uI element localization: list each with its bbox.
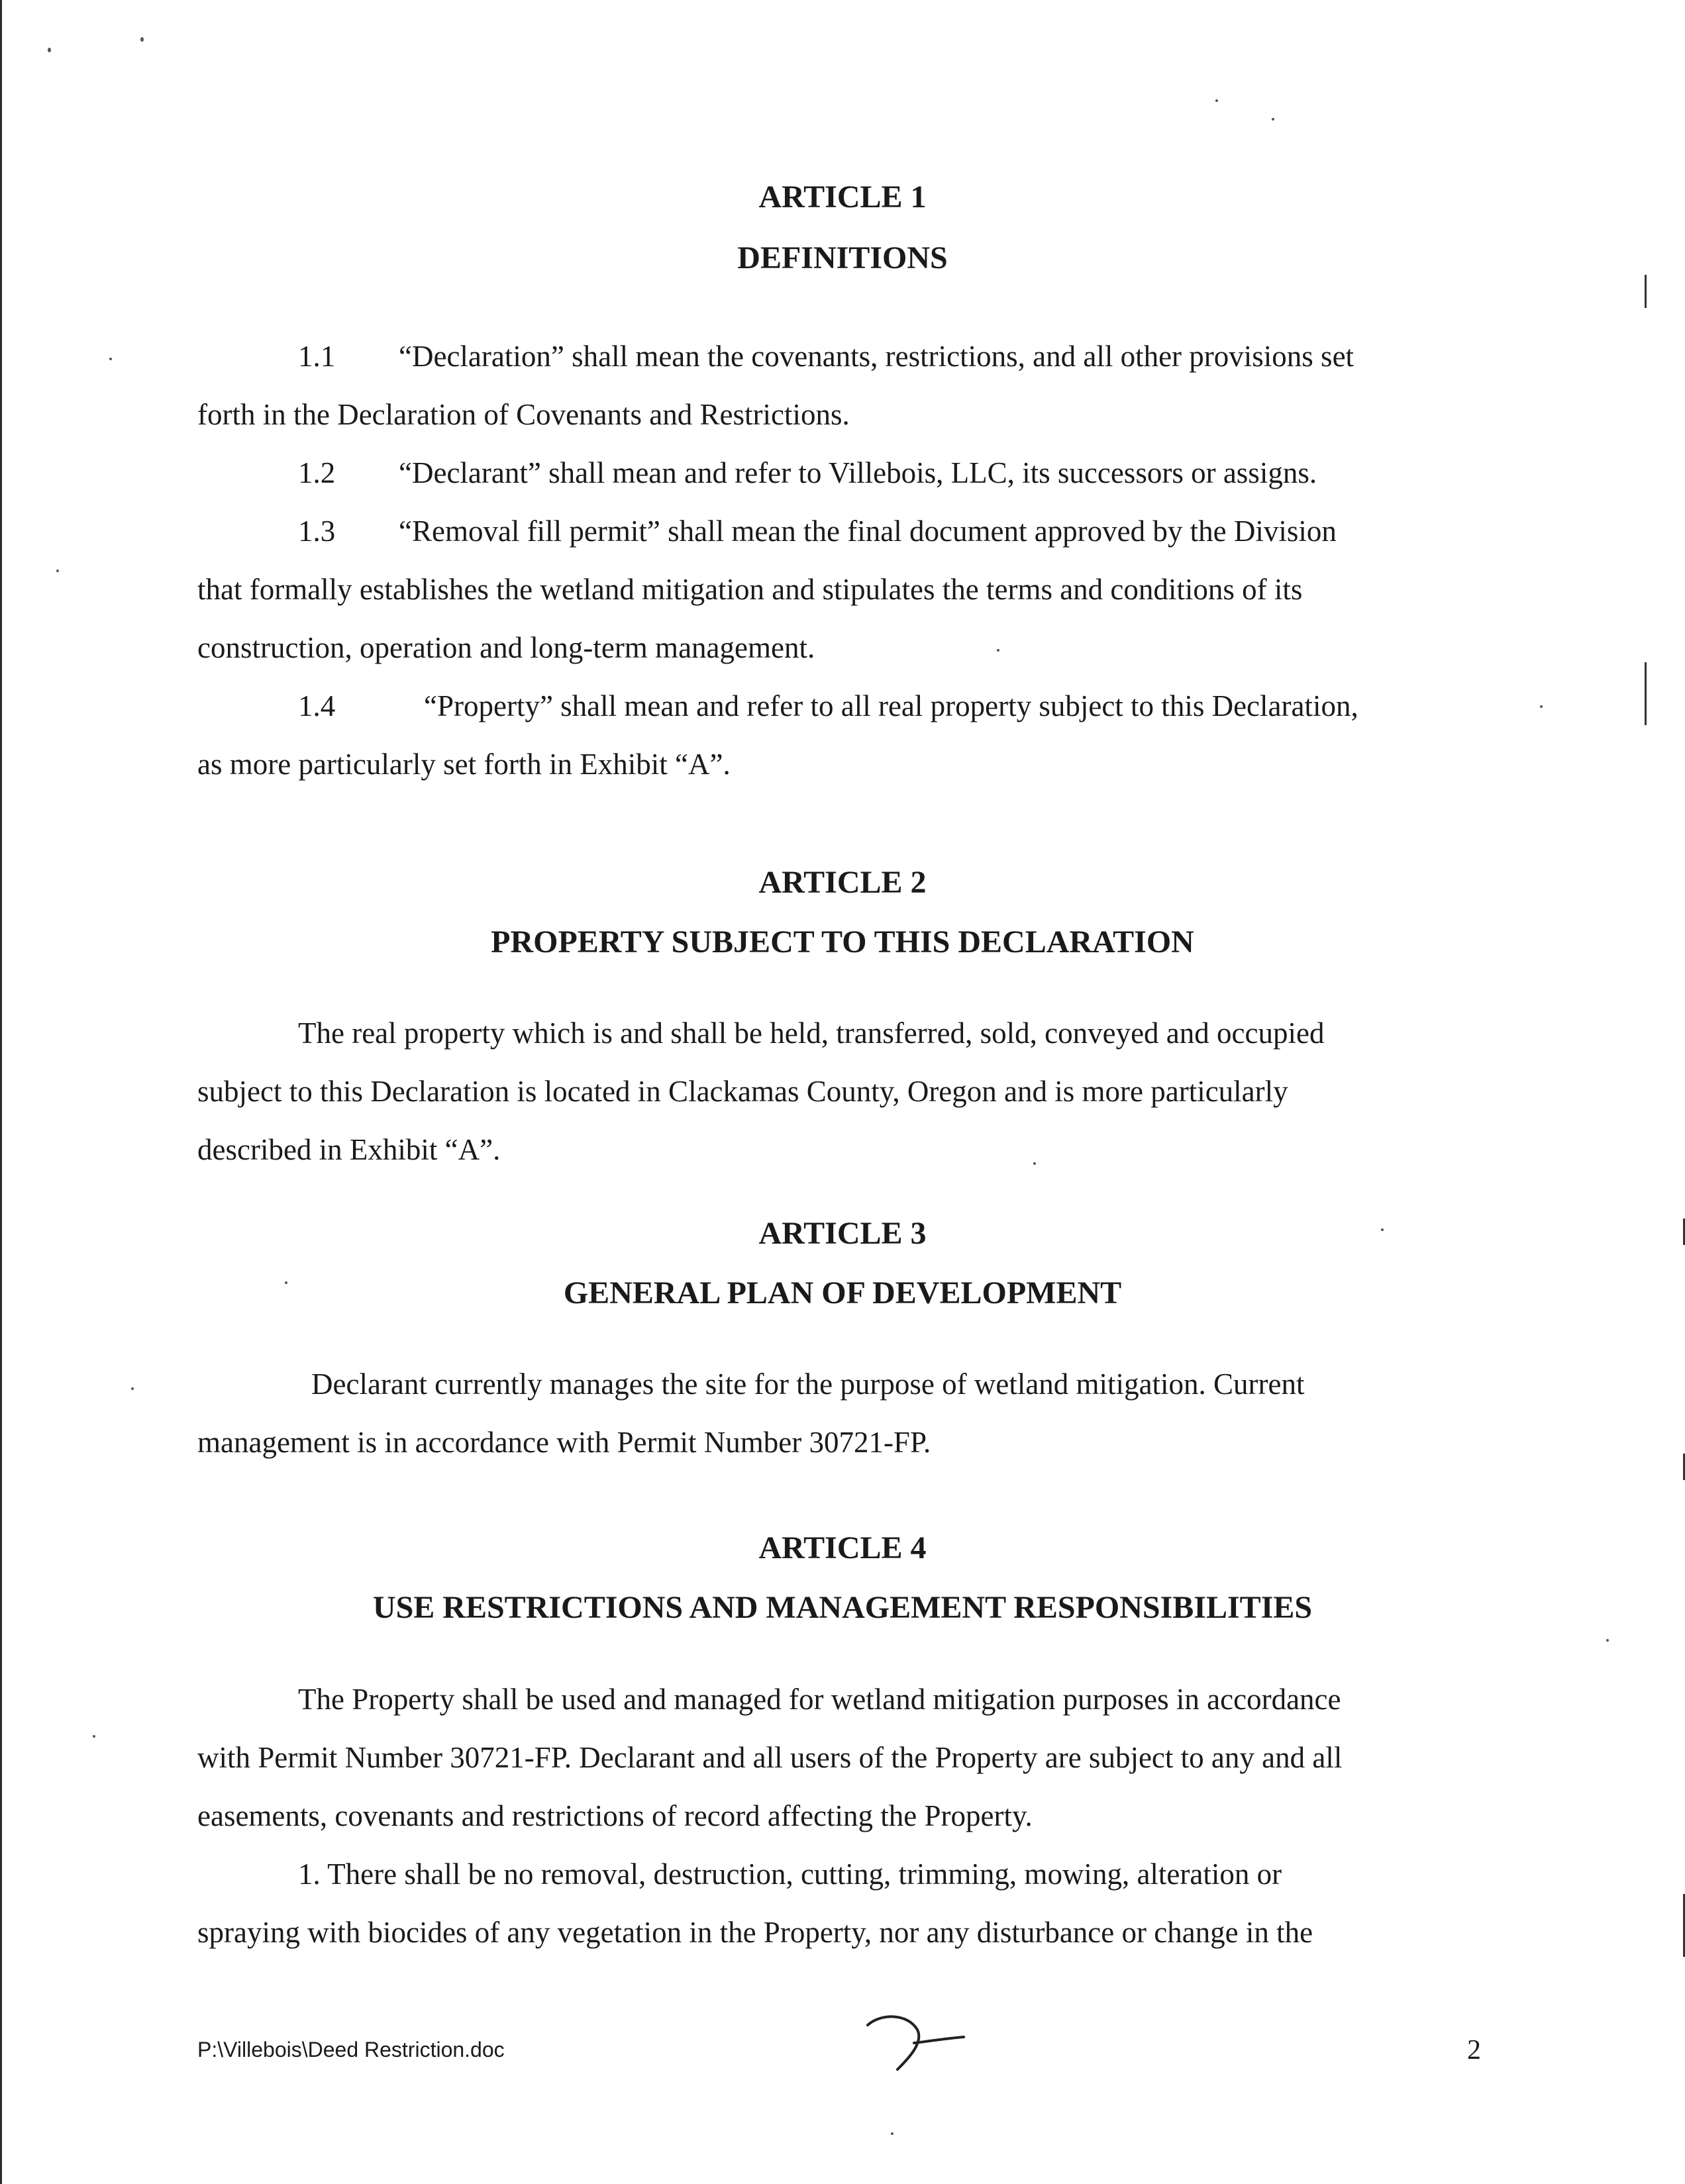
article-4-line: The Property shall be used and managed for wetland mitigation purposes in accordance [298, 1683, 1341, 1716]
definition-1-1-continuation: forth in the Declaration of Covenants and Restrictions. [197, 398, 850, 431]
article-3-line: Declarant currently manages the site for the purpose of wetland mitigation. Current [311, 1367, 1305, 1401]
item-text: “Declarant” shall mean and refer to Villebois, LLC, its successors or assigns. [399, 456, 1317, 489]
item-number: 1.1 [298, 340, 336, 373]
article-4-item-1-line: 1. There shall be no removal, destruction, cutting, trimming, mowing, alteration or [298, 1858, 1282, 1891]
scan-speck [140, 37, 144, 42]
scan-speck [1540, 705, 1543, 708]
scan-tick [1645, 662, 1647, 725]
page-number: 2 [1467, 2035, 1481, 2065]
article-2-line: subject to this Declaration is located in Clackamas County, Oregon and is more particularly [197, 1075, 1288, 1108]
scan-speck [131, 1387, 134, 1390]
article-4-heading: ARTICLE 4 [758, 1530, 927, 1565]
definition-1-1 [197, 327, 1485, 385]
article-2-line: The real property which is and shall be held, transferred, sold, conveyed and occupied [298, 1017, 1325, 1050]
article-4-line: with Permit Number 30721-FP. Declarant and all users of the Property are subject to any and all [197, 1741, 1343, 1774]
item-number: 1.3 [298, 515, 336, 548]
definition-1-3 [197, 502, 1485, 560]
definition-1-4-continuation: as more particularly set forth in Exhibit “A”. [197, 748, 731, 781]
definition-1-2 [197, 444, 1485, 502]
article-3-subheading: GENERAL PLAN OF DEVELOPMENT [563, 1275, 1122, 1311]
definition-1-3-continuation: that formally establishes the wetland mitigation and stipulates the terms and conditions of its [197, 573, 1303, 606]
scan-speck [109, 358, 112, 360]
scan-speck [56, 570, 59, 572]
article-4-item-1-line: spraying with biocides of any vegetation in the Property, nor any disturbance or change in the [197, 1916, 1313, 1949]
handwritten-initials [854, 2007, 974, 2079]
scan-speck [891, 2132, 894, 2135]
scan-speck [48, 48, 51, 52]
article-2-subheading: PROPERTY SUBJECT TO THIS DECLARATION [491, 924, 1194, 960]
article-2-heading: ARTICLE 2 [758, 865, 927, 900]
item-number: 1.2 [298, 456, 336, 489]
scan-edge [0, 0, 2, 2184]
item-text: “Property” shall mean and refer to all real property subject to this Declaration, [424, 689, 1358, 722]
article-1-subheading: DEFINITIONS [737, 240, 948, 275]
scan-speck [1272, 118, 1274, 121]
scan-speck [93, 1735, 95, 1738]
definition-1-3-continuation: construction, operation and long-term management. [197, 631, 815, 664]
article-2-line: described in Exhibit “A”. [197, 1133, 501, 1166]
definition-1-4 [197, 677, 1485, 735]
item-text: “Removal fill permit” shall mean the final document approved by the Division [399, 515, 1337, 548]
scan-speck [1606, 1639, 1609, 1642]
article-3-heading: ARTICLE 3 [758, 1216, 927, 1251]
footer-file-path: P:\Villebois\Deed Restriction.doc [197, 2038, 505, 2061]
article-1-heading: ARTICLE 1 [758, 179, 927, 215]
scan-tick [1645, 275, 1647, 308]
item-number: 1.4 [298, 689, 336, 722]
article-4-line: easements, covenants and restrictions of record affecting the Property. [197, 1799, 1033, 1832]
article-3-line: management is in accordance with Permit Number 30721-FP. [197, 1426, 931, 1459]
item-text: “Declaration” shall mean the covenants, restrictions, and all other provisions set [399, 340, 1354, 373]
scan-speck [1215, 99, 1218, 102]
article-4-subheading: USE RESTRICTIONS AND MANAGEMENT RESPONSIBILITIES [372, 1590, 1313, 1625]
